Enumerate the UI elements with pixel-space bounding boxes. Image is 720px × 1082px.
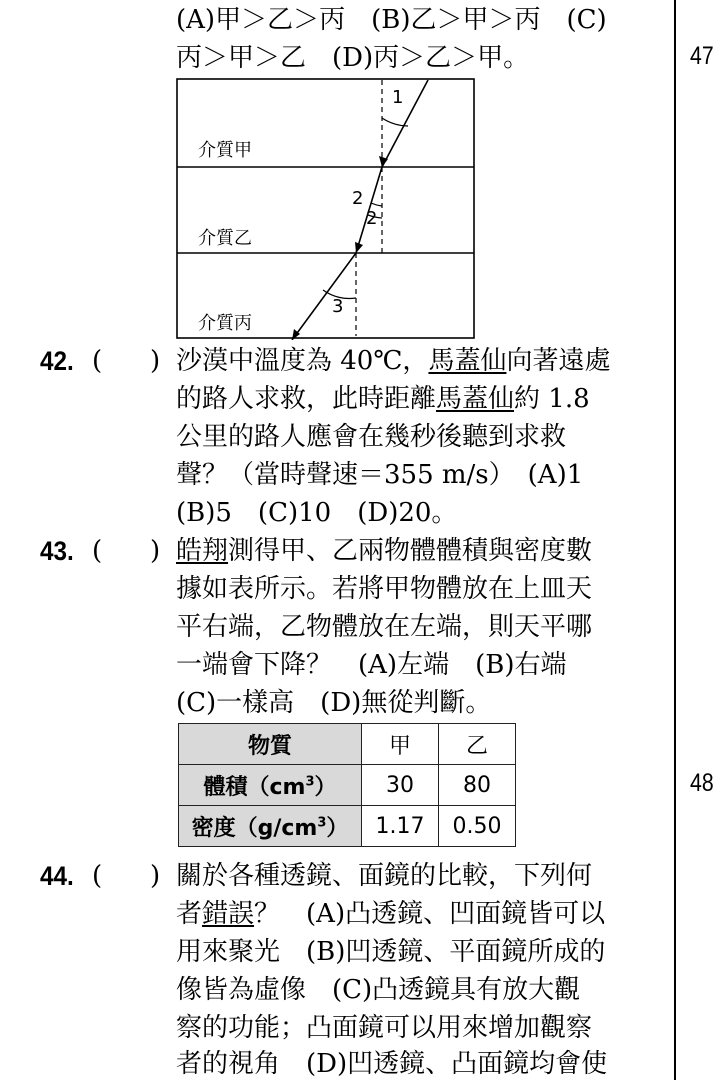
arrow-head-2 <box>355 242 363 253</box>
emphasis-underline: 錯誤 <box>202 899 255 929</box>
answer-paren-close: ) <box>150 861 161 891</box>
q43-text-4: 一端會下降？ (A)左端 (B)右端 <box>176 650 567 680</box>
q43-text-3: 平右端，乙物體放在左端，則天平哪 <box>176 612 593 642</box>
question-number: 44. <box>40 861 74 891</box>
table-header-row <box>179 724 516 765</box>
q42-text-3: 公里的路人應會在幾秒後聽到求救 <box>176 422 567 452</box>
q42-text-5: (B)5 (C)10 (D)20。 <box>176 498 458 528</box>
q44-text-2: 者錯誤？ (A)凸透鏡、凹面鏡皆可以 <box>176 899 606 929</box>
answer-paren-open: ( <box>92 346 103 376</box>
table-cell: 0.50 <box>439 806 516 847</box>
q43-text-2: 據如表所示。若將甲物體放在上皿天 <box>176 574 593 604</box>
side-question-number: 48 <box>690 769 714 797</box>
q42-text-2: 的路人求救，此時距離馬蓋仙約 1.8 <box>176 384 590 414</box>
density-table <box>178 723 516 847</box>
angle-arc-2a <box>371 203 382 206</box>
medium-label-2: 介質乙 <box>198 228 252 249</box>
angle-label-1: 1 <box>392 87 404 108</box>
q44-text-5: 察的功能；凸面鏡可以用來增加觀察 <box>176 1013 593 1043</box>
refraction-diagram <box>176 78 476 340</box>
person-name: 馬蓋仙 <box>428 346 507 376</box>
table-row <box>179 765 516 806</box>
q44-text-6: 者的視角 (D)凹透鏡、凸面鏡均會使 <box>176 1049 608 1079</box>
angle-label-2a: 2 <box>352 188 364 209</box>
q43-text-5: (C)一樣高 (D)無從判斷。 <box>176 688 492 718</box>
angle-label-2b: 2 <box>366 208 378 229</box>
table-row-label: 密度$(g/cm^3)$ <box>179 806 362 847</box>
q44-text-3: 用來聚光 (B)凹透鏡、平面鏡所成的 <box>176 937 606 967</box>
answer-paren-close: ) <box>150 346 161 376</box>
q43-text-1: 皓翔測得甲、乙兩物體體積與密度數 <box>176 536 593 566</box>
refracted-ray-2 <box>292 253 356 340</box>
column-divider <box>674 0 676 1080</box>
incident-ray <box>382 80 428 167</box>
person-name: 皓翔 <box>176 536 229 566</box>
q44-text-1: 關於各種透鏡、面鏡的比較，下列何 <box>176 861 593 891</box>
answer-paren-open: ( <box>92 861 103 891</box>
question-number: 42. <box>40 346 74 376</box>
q42-text-1: 沙漠中溫度為 40℃，馬蓋仙向著遠處 <box>176 346 611 376</box>
table-cell: 80 <box>439 765 516 806</box>
medium-label-3: 介質丙 <box>198 313 252 334</box>
angle-label-3: 3 <box>332 296 344 317</box>
medium-label-1: 介質甲 <box>198 140 252 161</box>
answer-paren-open: ( <box>92 536 103 566</box>
table-row-label: 體積$(cm^3)$ <box>179 765 362 806</box>
answer-paren-close: ) <box>150 536 161 566</box>
table-header-cell: 乙 <box>439 724 516 765</box>
q44-text-4: 像皆為虛像 (C)凸透鏡具有放大觀 <box>176 975 581 1005</box>
q42-text-4: 聲？（當時聲速＝355 m/s） (A)1 <box>176 460 584 490</box>
table-header-cell: 甲 <box>362 724 439 765</box>
table-cell: 30 <box>362 765 439 806</box>
table-cell: 1.17 <box>362 806 439 847</box>
table-row <box>179 806 516 847</box>
diagram-frame <box>177 79 474 338</box>
table-header-cell: 物質 <box>179 724 362 765</box>
question-number: 43. <box>40 536 74 566</box>
q41-options-text-1: (A)甲＞乙＞丙 (B)乙＞甲＞丙 (C) <box>176 5 607 35</box>
person-name: 馬蓋仙 <box>436 384 515 414</box>
side-question-number: 47 <box>690 42 714 70</box>
q41-options-text-2: 丙＞甲＞乙 (D)丙＞乙＞甲。 <box>176 43 530 73</box>
